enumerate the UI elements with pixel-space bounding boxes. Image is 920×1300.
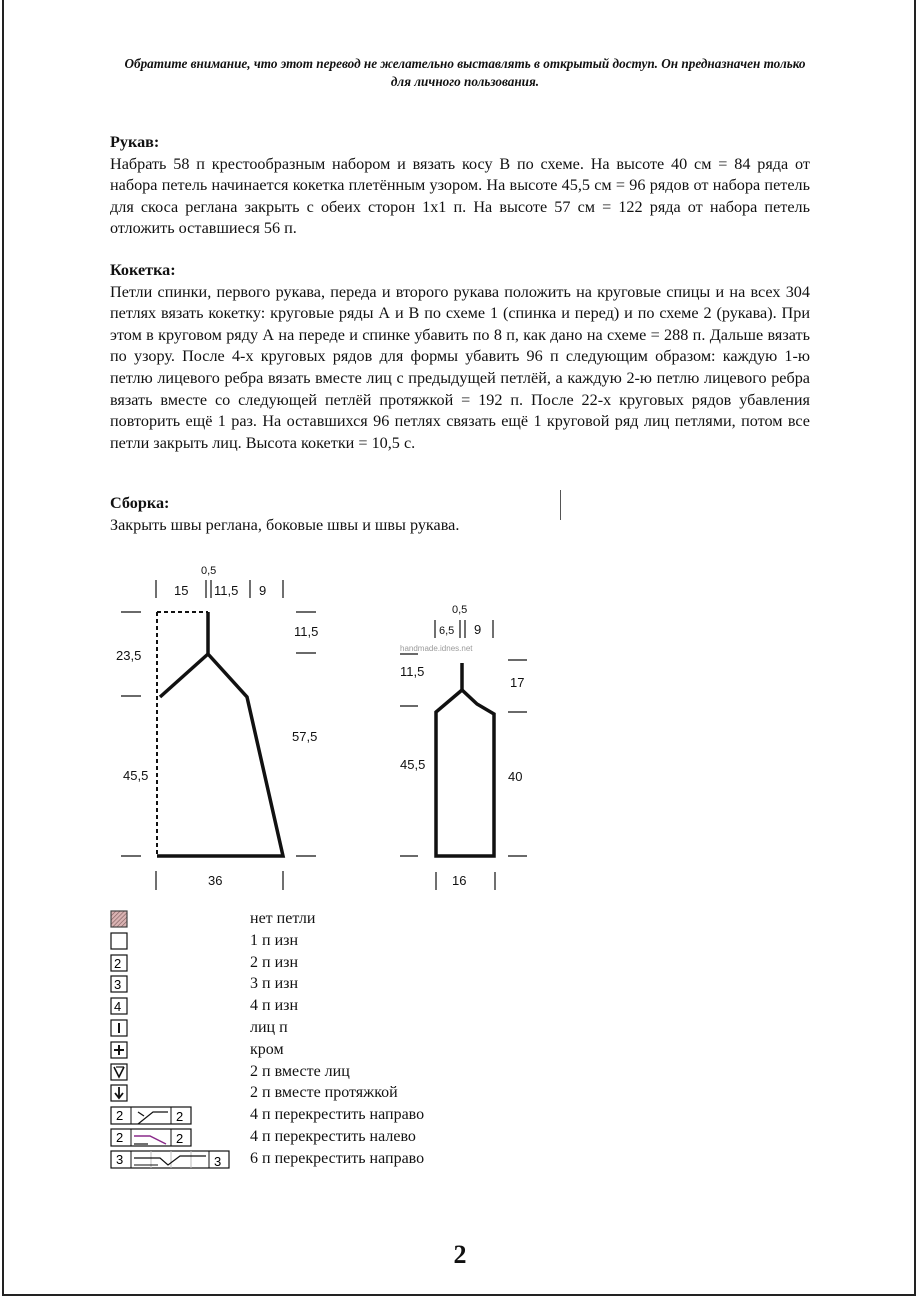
legend-label: 4 п перекрестить налево (250, 1127, 416, 1145)
body-top-width-3: 9 (259, 583, 267, 598)
legend-label: 6 п перекрестить направо (250, 1149, 425, 1167)
legend-symbol: 2 (176, 1109, 184, 1125)
number-2-square-icon (108, 954, 132, 972)
legend-label: 4 п изн (250, 997, 299, 1015)
yoke-text: Петли спинки, первого рукава, переда и второго рукава положить на круговые спицы и на всех 304 петлях вязать кокетку: круговые ряды А и В по схеме 1 (спинка и перед) и по схеме 2 (рукава). При этом в круговом ряду А на переде и спинке убавить по 8 п, как дано на схеме = 288 п. Дальше вязать по узору. После 4-х круговых рядов для формы убавить 96 п следующим образом: каждую 1-ю петлю лицевого ребра вязать вместе лиц с предыдущей петлёй, а каждую 2-ю петлю лицевого ребра вязать вместе со следующей петлёй протяжкой = 192 п. После 22-х круговых рядов убавления повторить ещё 1 раз. На оставшихся 96 петлях связать ещё 1 круговой ряд лиц петлями, потом все петли закрыть лиц. Высота кокетки = 10,5 с. (110, 282, 810, 452)
sleeve-heading: Рукав: (110, 133, 160, 151)
body-top-width-2: 11,5 (214, 583, 239, 598)
legend-item (108, 1017, 528, 1039)
sleeve-left-height-2: 45,5 (400, 757, 426, 772)
number-3-square-icon (108, 975, 132, 993)
legend-symbol: 2 (114, 955, 122, 971)
body-left-height-2: 45,5 (123, 768, 149, 783)
body-left-height-1: 23,5 (116, 648, 142, 663)
legend-label: нет петли (250, 910, 316, 927)
legend-item (108, 1148, 528, 1170)
legend-label: 2 п изн (250, 953, 299, 971)
legend-symbol: 3 (214, 1153, 222, 1169)
empty-square-icon (108, 932, 132, 950)
legend-symbol: 3 (114, 977, 122, 993)
legend-symbol: 2 (176, 1130, 184, 1146)
legend-symbol: 4 (114, 999, 122, 1015)
sleeve-schematic (400, 620, 527, 890)
sleeve-top-width-1: 6,5 (439, 625, 455, 637)
legend-label: 2 п вместе протяжкой (250, 1084, 398, 1102)
legend-item (108, 1104, 528, 1126)
sleeve-gap-label: 0,5 (452, 604, 468, 616)
legend-item (108, 1061, 528, 1083)
legend-item (108, 995, 528, 1017)
number-4-square-icon (108, 997, 132, 1015)
slip-decrease-icon (108, 1084, 132, 1102)
cable-right-6-icon (108, 1150, 232, 1170)
body-bottom-width: 36 (208, 873, 223, 888)
legend-item (108, 952, 528, 974)
body-right-height-2: 57,5 (292, 729, 318, 744)
sleeve-text: Набрать 58 п крестообразным набором и вязать косу В по схеме. На высоте 40 см = 84 ряда от набора петель начинается кокетка плетённым узором. На высоте 45,5 см = 96 рядов от набора петель для скоса реглана закрыть с обеих сторон 1х1 п. На высоте 57 см = 122 ряда от набора петель отложить оставшиеся 56 п. (110, 154, 810, 238)
cable-left-4-icon (108, 1128, 194, 1148)
legend-item (108, 1126, 528, 1148)
knit-two-together-icon (108, 1063, 132, 1081)
legend-symbol: 3 (116, 1151, 124, 1167)
legend-item (108, 930, 528, 952)
edge-stitch-icon (108, 1041, 132, 1059)
copyright-notice: Обратите внимание, что этот перевод не желательно выставлять в открытый доступ. Он предназначен только для личного пользования. (124, 56, 806, 89)
body-gap-label: 0,5 (201, 565, 217, 577)
legend-item (108, 973, 528, 995)
watermark: handmade.idnes.net (400, 644, 473, 653)
body-schematic-labels (116, 565, 318, 888)
assembly-heading: Сборка: (110, 494, 170, 512)
page-number: 2 (453, 1240, 467, 1269)
assembly-text: Закрыть швы реглана, боковые швы и швы рукава. (110, 515, 460, 534)
body-top-width-1: 15 (174, 583, 189, 598)
hatched-square-icon (108, 910, 132, 928)
yoke-heading: Кокетка: (110, 261, 176, 279)
knit-stitch-icon (108, 1019, 132, 1037)
sleeve-right-height-2: 40 (508, 769, 523, 784)
legend-label: 2 п вместе лиц (250, 1062, 350, 1080)
stitch-legend (108, 908, 528, 1170)
sleeve-right-height-1: 17 (510, 675, 525, 690)
cable-right-4-icon (108, 1106, 194, 1126)
sleeve-bottom-width: 16 (452, 873, 467, 888)
legend-item (108, 1039, 528, 1061)
sleeve-schematic-labels (400, 604, 524, 888)
legend-label: 1 п изн (250, 931, 299, 949)
legend-label: 4 п перекрестить направо (250, 1106, 425, 1124)
body-right-height-1: 11,5 (294, 624, 319, 639)
sleeve-left-height-1: 11,5 (400, 664, 425, 679)
body-schematic (121, 580, 319, 890)
legend-label: лиц п (250, 1018, 288, 1036)
legend-symbol: 2 (116, 1108, 124, 1124)
legend-item (108, 908, 528, 930)
legend-item (108, 1082, 528, 1104)
legend-label: 3 п изн (250, 975, 299, 993)
legend-label: кром (250, 1040, 284, 1058)
legend-symbol: 2 (116, 1129, 124, 1145)
sleeve-top-width-2: 9 (474, 622, 482, 637)
